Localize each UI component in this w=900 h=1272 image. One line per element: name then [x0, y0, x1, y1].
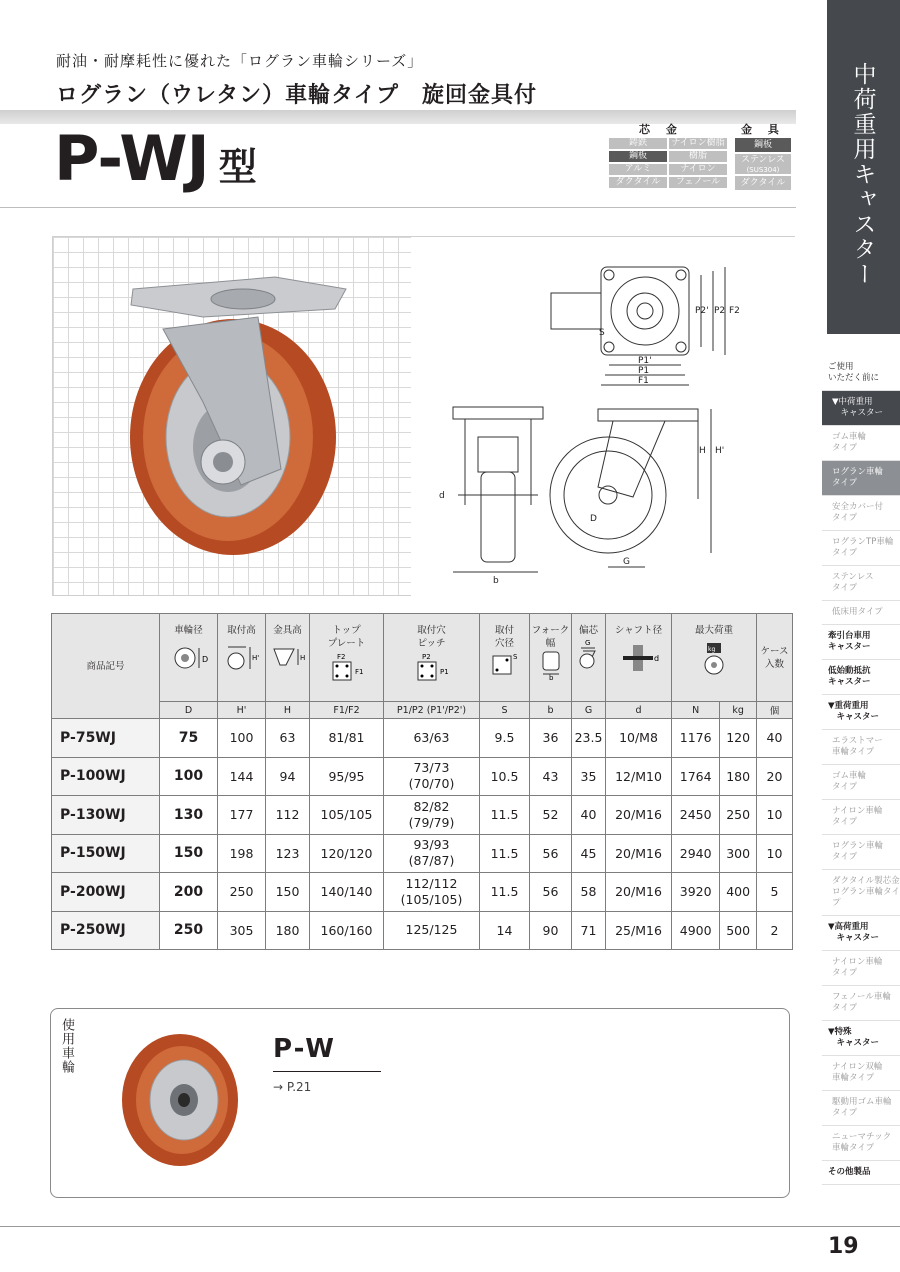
- icon-d: D: [201, 655, 208, 664]
- col-max-load: [672, 614, 757, 702]
- sidebar-item[interactable]: ▼重荷重用 キャスター: [822, 695, 900, 730]
- wheel-dia-icon: [169, 643, 209, 673]
- col-mount-height: [218, 614, 266, 702]
- col-fitting-height: [266, 614, 310, 702]
- label-d-wheel: D: [590, 514, 597, 524]
- sidebar-item[interactable]: ニューマチック 車輪タイプ: [822, 1126, 900, 1161]
- cell-p: [384, 834, 480, 873]
- label-d-small: d: [439, 491, 445, 501]
- fitting-ductile: ダクタイル: [735, 176, 791, 190]
- unit-cell: H: [266, 702, 310, 719]
- cell-g: 35: [572, 757, 606, 796]
- col-hole-dia: [480, 614, 530, 702]
- icon-b: b: [548, 674, 553, 680]
- mount-height-icon: [222, 643, 262, 673]
- unit-cell: P1/P2 (P1'/P2'): [384, 702, 480, 719]
- sidebar-item[interactable]: ▼特殊 キャスター: [822, 1021, 900, 1056]
- pitch-value: 93/93: [413, 837, 450, 853]
- col-fitting-height-label: 金具高: [273, 625, 302, 636]
- col-top-plate-label: トップ プレート: [327, 625, 366, 649]
- table-row: [52, 873, 793, 912]
- spec-table: [51, 613, 793, 950]
- fork-width-icon: [533, 650, 569, 680]
- cell-d: 75: [160, 719, 218, 758]
- icon-h-prime: H': [251, 654, 259, 662]
- icon-kg: kg: [708, 646, 716, 653]
- hole-pitch-icon: [410, 652, 454, 682]
- cell-hp: 250: [218, 873, 266, 912]
- sidebar-item[interactable]: 牽引台車用 キャスター: [822, 625, 900, 660]
- fitting-height-icon: [268, 643, 308, 673]
- model-code: P-WJ: [54, 122, 209, 195]
- cell-d: 250: [160, 911, 218, 950]
- unit-cell: d: [606, 702, 672, 719]
- wheel-photo: [112, 1030, 242, 1170]
- caster-photo: [130, 277, 346, 555]
- fitting-stainless: [735, 154, 791, 174]
- model-code-cell: P-200WJ: [52, 873, 160, 912]
- cell-kg: 120: [720, 719, 757, 758]
- cell-hp: 198: [218, 834, 266, 873]
- sidebar-item[interactable]: 低床用タイプ: [822, 601, 900, 625]
- col-hole-pitch-label: 取付穴 ピッチ: [417, 625, 446, 649]
- cell-p: [384, 911, 480, 950]
- model-code-cell: P-130WJ: [52, 796, 160, 835]
- sidebar-item[interactable]: ご使用 いただく前に: [822, 356, 900, 391]
- model-code-cell: P-100WJ: [52, 757, 160, 796]
- pitch-value: 82/82: [413, 798, 450, 814]
- cell-b: 90: [530, 911, 572, 950]
- core-col-1: [609, 138, 667, 190]
- technical-drawing-bg: [411, 237, 796, 597]
- hole-dia-icon: [485, 650, 525, 676]
- cell-h: 180: [266, 911, 310, 950]
- top-plate-icon: [325, 652, 369, 682]
- fitting-col: [735, 138, 791, 192]
- cell-n: 3920: [672, 873, 720, 912]
- unit-cell: kg: [720, 702, 757, 719]
- label-s: S: [599, 328, 605, 338]
- unit-cell: 個: [757, 702, 793, 719]
- unit-cell: b: [530, 702, 572, 719]
- fitting-steel: 鋼板: [735, 138, 791, 152]
- sidebar-item[interactable]: フェノール車輪 タイプ: [822, 986, 900, 1021]
- table-row: [52, 757, 793, 796]
- cell-h: 63: [266, 719, 310, 758]
- cell-qty: 2: [757, 911, 793, 950]
- core-nylon-resin: ナイロン樹脂: [669, 138, 727, 149]
- label-f2: F2: [729, 306, 740, 316]
- shaft-dia-icon: [617, 643, 661, 673]
- pitch-alt-value: (87/87): [408, 853, 455, 869]
- cell-s: 10.5: [480, 757, 530, 796]
- pitch-alt-value: (105/105): [400, 891, 463, 907]
- col-hole-pitch: [384, 614, 480, 702]
- unit-cell: H': [218, 702, 266, 719]
- cell-g: 58: [572, 873, 606, 912]
- pitch-value: 63/63: [413, 729, 450, 745]
- fitting-stainless-grade: (SUS304): [746, 166, 780, 174]
- page-subtitle: 耐油・耐摩耗性に優れた「ログラン車輪シリーズ」: [56, 52, 424, 70]
- used-wheel-label: 使用車輪: [59, 1018, 74, 1074]
- cell-b: 36: [530, 719, 572, 758]
- core-col-2: [669, 138, 727, 190]
- cell-h: 150: [266, 873, 310, 912]
- cell-kg: 400: [720, 873, 757, 912]
- cell-n: 1176: [672, 719, 720, 758]
- model-name: [54, 122, 256, 195]
- sidebar-item[interactable]: エラストマー 車輪タイプ: [822, 730, 900, 765]
- sidebar-item[interactable]: 駆動用ゴム車輪 タイプ: [822, 1091, 900, 1126]
- cell-p: [384, 796, 480, 835]
- unit-cell: D: [160, 702, 218, 719]
- cell-hp: 305: [218, 911, 266, 950]
- cell-h: 123: [266, 834, 310, 873]
- cell-n: 2940: [672, 834, 720, 873]
- cell-kg: 180: [720, 757, 757, 796]
- cell-s: 11.5: [480, 834, 530, 873]
- cell-d: 12/M10: [606, 757, 672, 796]
- cell-g: 45: [572, 834, 606, 873]
- col-shaft-dia: [606, 614, 672, 702]
- cell-h: 94: [266, 757, 310, 796]
- cell-p: [384, 757, 480, 796]
- model-suffix: 型: [218, 145, 256, 189]
- cell-f: 105/105: [310, 796, 384, 835]
- core-cast-iron: 鋳鉄: [609, 138, 667, 149]
- cell-n: 1764: [672, 757, 720, 796]
- icon-d-shaft: d: [653, 654, 659, 663]
- cell-g: 23.5: [572, 719, 606, 758]
- core-aluminum: アルミ: [609, 164, 667, 175]
- col-offset: [572, 614, 606, 702]
- col-fork-width: [530, 614, 572, 702]
- label-p2-prime: P2': [695, 306, 709, 316]
- cell-p: [384, 719, 480, 758]
- cell-hp: 100: [218, 719, 266, 758]
- page-title: ログラン（ウレタン）車輪タイプ 旋回金具付: [56, 83, 538, 108]
- label-f1: F1: [638, 376, 649, 386]
- cell-s: 9.5: [480, 719, 530, 758]
- sidebar-item[interactable]: ダクタイル製芯金 ログラン車輪タイプ: [822, 870, 900, 916]
- unit-cell: G: [572, 702, 606, 719]
- cell-qty: 10: [757, 796, 793, 835]
- sidebar-item[interactable]: ▼高荷重用 キャスター: [822, 916, 900, 951]
- cell-qty: 20: [757, 757, 793, 796]
- cell-f: 95/95: [310, 757, 384, 796]
- sidebar-item[interactable]: ナイロン車輪 タイプ: [822, 951, 900, 986]
- page-number: 19: [828, 1234, 859, 1259]
- core-label: 芯 金: [639, 123, 683, 136]
- used-wheel-model: P-W: [273, 1034, 336, 1064]
- model-code-cell: P-150WJ: [52, 834, 160, 873]
- col-wheel-dia: [160, 614, 218, 702]
- sidebar-item[interactable]: その他製品: [822, 1161, 900, 1185]
- fitting-stainless-label: ステンレス: [741, 155, 785, 165]
- fitting-label: 金 具: [741, 123, 785, 136]
- col-hole-dia-label: 取付 穴径: [494, 625, 514, 649]
- cell-kg: 300: [720, 834, 757, 873]
- cell-s: 14: [480, 911, 530, 950]
- cell-d: 150: [160, 834, 218, 873]
- cell-f: 81/81: [310, 719, 384, 758]
- cell-d: 25/M16: [606, 911, 672, 950]
- col-shaft-dia-label: シャフト径: [614, 625, 663, 636]
- sidebar-item[interactable]: 低始動抵抗 キャスター: [822, 660, 900, 695]
- header-divider: [0, 207, 796, 208]
- cell-d: 20/M16: [606, 796, 672, 835]
- table-row: [52, 834, 793, 873]
- cell-hp: 144: [218, 757, 266, 796]
- cell-qty: 5: [757, 873, 793, 912]
- cell-qty: 10: [757, 834, 793, 873]
- sidebar-nav: [822, 356, 900, 1185]
- cell-hp: 177: [218, 796, 266, 835]
- table-row: [52, 911, 793, 950]
- col-wheel-dia-label: 車輪径: [174, 625, 203, 636]
- offset-icon: [573, 637, 605, 671]
- load-weight-icon: [694, 641, 734, 677]
- icon-s: S: [512, 653, 517, 661]
- sidebar-item[interactable]: ナイロン双輪 車輪タイプ: [822, 1056, 900, 1091]
- cell-g: 40: [572, 796, 606, 835]
- sidebar-item[interactable]: ログランTP車輪 タイプ: [822, 531, 900, 566]
- used-wheel-underline: [273, 1071, 381, 1072]
- icon-f1: F1: [354, 668, 363, 676]
- icon-p1: P1: [439, 668, 449, 676]
- cell-f: 120/120: [310, 834, 384, 873]
- cell-d: 130: [160, 796, 218, 835]
- unit-cell: F1/F2: [310, 702, 384, 719]
- pitch-alt-value: (70/70): [408, 776, 455, 792]
- icon-g: G: [584, 639, 590, 647]
- cell-h: 112: [266, 796, 310, 835]
- icon-f2: F2: [336, 653, 345, 661]
- col-mount-height-label: 取付高: [227, 625, 256, 636]
- cell-n: 4900: [672, 911, 720, 950]
- label-g: G: [623, 557, 630, 567]
- cell-d: 10/M8: [606, 719, 672, 758]
- table-row: [52, 719, 793, 758]
- cell-s: 11.5: [480, 796, 530, 835]
- sidebar-item[interactable]: ナイロン車輪 タイプ: [822, 800, 900, 835]
- pitch-value: 73/73: [413, 760, 450, 776]
- core-ductile: ダクタイル: [609, 177, 667, 188]
- label-h: H: [699, 446, 706, 456]
- label-p2: P2: [714, 306, 726, 316]
- cell-b: 52: [530, 796, 572, 835]
- cell-g: 71: [572, 911, 606, 950]
- category-title: 中荷重用キャスター: [849, 62, 876, 287]
- label-p1: P1: [638, 366, 650, 376]
- cell-d: 100: [160, 757, 218, 796]
- cell-b: 56: [530, 873, 572, 912]
- cell-s: 11.5: [480, 873, 530, 912]
- sidebar-item[interactable]: ステンレス タイプ: [822, 566, 900, 601]
- cell-n: 2450: [672, 796, 720, 835]
- icon-h: H: [299, 654, 305, 662]
- cell-b: 43: [530, 757, 572, 796]
- cell-d: 200: [160, 873, 218, 912]
- label-h-prime: H': [715, 446, 725, 456]
- label-b: b: [493, 576, 499, 586]
- col-max-load-label: 最大荷重: [694, 625, 733, 636]
- sidebar-item[interactable]: ログラン車輪 タイプ: [822, 835, 900, 870]
- core-nylon: ナイロン: [669, 164, 727, 175]
- caster-drawings: [53, 237, 796, 597]
- cell-f: 160/160: [310, 911, 384, 950]
- pitch-alt-value: (79/79): [408, 814, 455, 830]
- model-code-cell: P-250WJ: [52, 911, 160, 950]
- cell-f: 140/140: [310, 873, 384, 912]
- icon-p2: P2: [421, 653, 431, 661]
- pitch-value: 112/112: [405, 875, 458, 891]
- col-top-plate: [310, 614, 384, 702]
- cell-kg: 250: [720, 796, 757, 835]
- col-offset-label: 偏芯: [578, 625, 598, 636]
- spec-rows: [52, 719, 793, 950]
- label-p1-prime: P1': [638, 356, 652, 366]
- core-phenol: フェノール: [669, 177, 727, 188]
- core-steel: 鋼板: [609, 151, 667, 162]
- col-case-qty-label: ケース 入数: [760, 645, 789, 670]
- col-fork-width-label: フォーク 幅: [531, 625, 570, 649]
- unit-cell: S: [480, 702, 530, 719]
- cell-p: [384, 873, 480, 912]
- cell-qty: 40: [757, 719, 793, 758]
- table-row: [52, 796, 793, 835]
- sidebar-item[interactable]: ゴム車輪 タイプ: [822, 765, 900, 800]
- unit-cell: N: [672, 702, 720, 719]
- col-case-qty: [757, 614, 793, 702]
- core-resin: 樹脂: [669, 151, 727, 162]
- unit-row: [52, 702, 793, 719]
- sidebar-item[interactable]: ログラン車輪 タイプ: [822, 461, 900, 496]
- cell-b: 56: [530, 834, 572, 873]
- model-code-cell: P-75WJ: [52, 719, 160, 758]
- drawing-area: [52, 236, 795, 596]
- sidebar-item[interactable]: ゴム車輪 タイプ: [822, 426, 900, 461]
- cell-kg: 500: [720, 911, 757, 950]
- used-wheel-page-link[interactable]: → P.21: [273, 1080, 312, 1094]
- footer-line: [0, 1226, 900, 1227]
- cell-d: 20/M16: [606, 873, 672, 912]
- sidebar-item[interactable]: 安全カバー付 タイプ: [822, 496, 900, 531]
- pitch-value: 125/125: [405, 922, 458, 938]
- sidebar-item[interactable]: ▼中荷重用 キャスター: [822, 391, 900, 426]
- cell-d: 20/M16: [606, 834, 672, 873]
- col-model: 商品記号: [52, 614, 160, 719]
